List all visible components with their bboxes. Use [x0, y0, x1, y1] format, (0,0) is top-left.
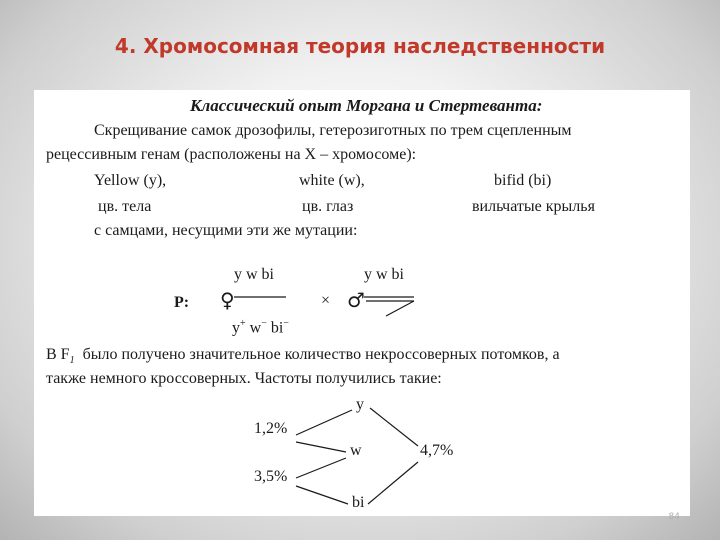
gene-bifid: bifid (bi)	[494, 172, 552, 189]
map-gene-y: y	[356, 396, 364, 413]
f1-line-2: также немного кроссоверных. Частоты получились такие:	[46, 370, 442, 387]
line-ybi-lower	[368, 462, 418, 504]
trait-body-color: цв. тела	[98, 198, 152, 215]
intro-line-2: рецессивным генам (расположены на Х – хромосоме):	[46, 146, 417, 163]
document-sheet	[34, 90, 690, 516]
parent-label: P:	[174, 294, 190, 311]
line-wbi-lower	[296, 486, 348, 504]
page-number: 84	[668, 512, 680, 522]
map-gene-bi: bi	[352, 494, 365, 511]
males-line: с самцами, несущими эти же мутации:	[94, 222, 358, 239]
female-symbol: ♀	[220, 288, 235, 312]
intro-line-1: Скрещивание самок дрозофилы, гетерозиготных по трем сцепленным	[94, 122, 572, 139]
gene-white: white (w),	[299, 172, 365, 189]
line-yw-upper	[296, 410, 352, 435]
trait-eye-color: цв. глаз	[302, 198, 354, 215]
line-yw-lower	[296, 442, 346, 452]
gene-yellow: Yellow (y),	[94, 172, 167, 189]
freq-y-w: 1,2%	[254, 420, 288, 437]
slide-title: 4. Хромосомная теория наследственности	[114, 34, 606, 58]
freq-y-bi: 4,7%	[420, 442, 454, 459]
line-ybi-upper	[370, 408, 418, 446]
freq-w-bi: 3,5%	[254, 468, 288, 485]
female-genotype-bottom: y+ w− bi−	[232, 318, 289, 337]
cross-times: ×	[321, 292, 331, 309]
male-genotype-top: y w bi	[364, 266, 404, 283]
line-wbi-upper	[296, 458, 346, 478]
f1-line-1: В $F_1$ было получено значительное количество некроссоверных потомков, а	[46, 346, 560, 367]
document-heading: Классический опыт Моргана и Стертеванта:	[190, 96, 543, 115]
map-gene-w: w	[350, 442, 362, 459]
diagram-lines	[34, 90, 690, 516]
male-y-chromosome-hook	[386, 301, 414, 316]
trait-forked-wings: вильчатые крылья	[472, 198, 595, 215]
female-genotype-top: y w bi	[234, 266, 274, 283]
male-symbol: ♂	[347, 288, 365, 312]
